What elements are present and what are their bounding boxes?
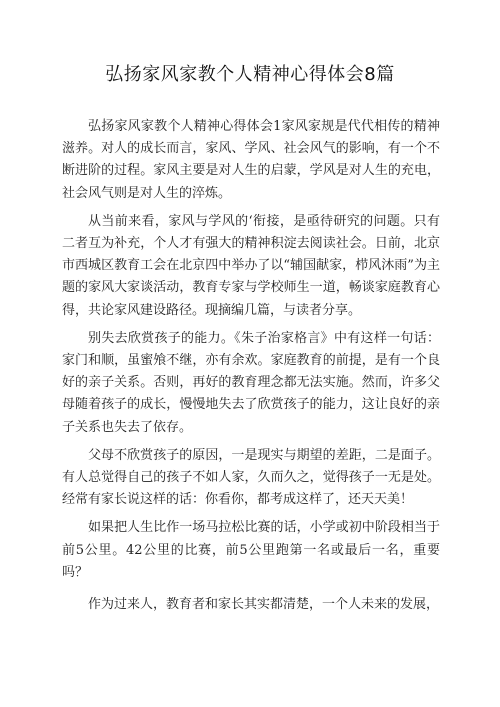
document-title: 弘扬家风家教个人精神心得体会8篇 bbox=[105, 64, 395, 85]
document-body bbox=[62, 116, 440, 622]
paragraph-6: 作为过来人，教育者和家长其实都清楚，一个人未来的发展， bbox=[88, 597, 440, 613]
paragraph-3: 别失去欣赏孩子的能力。《朱子治家格言》中有这样一句话：家门和顺，虽蜜飧不继，亦有余欢。家庭教育的前提，是有一个良好的亲子关系。否则，再好的教育理念都无法实施。然而，许多父母随着孩子的成长，慢慢地失去了欣赏孩子的能力，这让良好的亲子关系也失去了依存。 bbox=[62, 330, 440, 435]
paragraph-4: 父母不欣赏孩子的原因，一是现实与期望的差距，二是面子。有人总觉得自己的孩子不如人家，久而久之，觉得孩子一无是处。经常有家长说这样的话：你看你，都考成这样了，还天天美！ bbox=[62, 447, 440, 508]
paragraph-2: 从当前来看，家风与学风的‘衔接，是亟待研究的问题。只有二者互为补充，个人才有强大的精神积淀去阅读社会。日前，北京市西城区教育工会在北京四中举办了以“辅国献家，栉风沐雨”为主题的家风大家谈活动，教育专家与学校师生一道，畅谈家庭教育心得，共论家风建设路径。现摘编几篇，与读者分享。 bbox=[62, 213, 440, 318]
paragraph-5: 如果把人生比作一场马拉松比赛的话，小学或初中阶段相当于前5公里。42公里的比赛，前5公里跑第一名或最后一名，重要吗？ bbox=[62, 520, 440, 580]
paragraph-1: 弘扬家风家教个人精神心得体会1家风家规是代代相传的精神滋养。对人的成长而言，家风、学风、社会风气的影响，有一个不断进阶的过程。家风主要是对人生的启蒙，学风是对人生的充电，社会风气则是对人生的淬炼。 bbox=[62, 119, 440, 201]
